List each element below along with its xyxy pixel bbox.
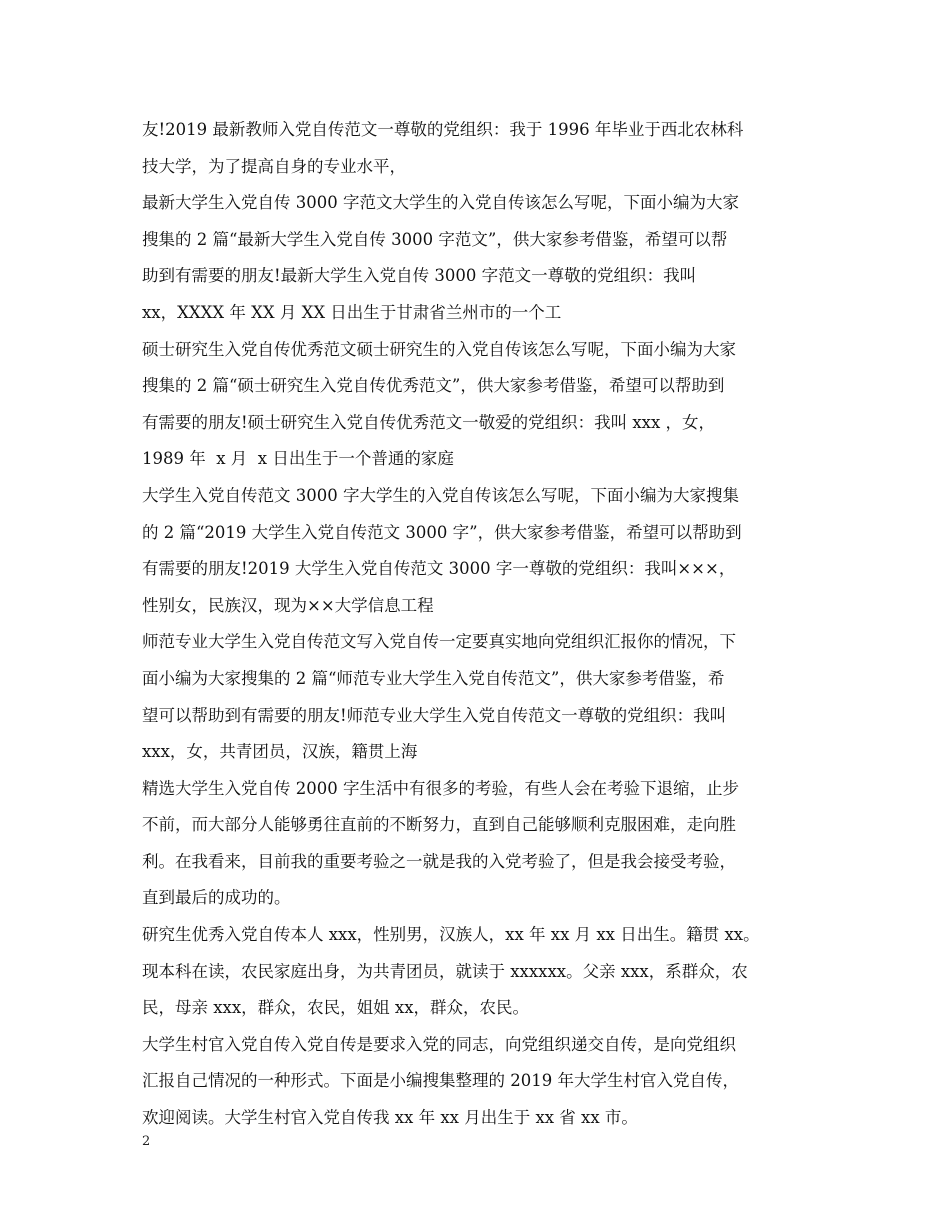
text-line: 大学生入党自传范文 3000 字大学生的入党自传该怎么写呢，下面小编为大家搜集 [142,485,739,505]
text-line: 有需要的朋友!硕士研究生入党自传优秀范文一敬爱的党组织：我叫 xxx ，女， [142,412,716,432]
text-line: xxx，女，共青团员，汉族，籍贯上海 [142,742,418,762]
text-line: 搜集的 2 篇“最新大学生入党自传 3000 字范文”，供大家参考借鉴，希望可以帮 [142,229,728,249]
text-line: 友!2019 最新教师入党自传范文一尊敬的党组织：我于 1996 年毕业于西北农林科 [142,120,744,139]
text-line: 民，母亲 xxx，群众，农民，姐姐 xx，群众，农民。 [142,998,530,1018]
text-line: 技大学，为了提高自身的专业水平， [142,156,406,176]
text-line: 研究生优秀入党自传本人 xxx，性别男，汉族人，xx 年 xx 月 xx 日出生。籍贯 xx。 [142,925,760,945]
text-line: 师范专业大学生入党自传范文写入党自传一定要真实地向党组织汇报你的情况，下 [142,632,736,652]
text-line: 助到有需要的朋友!最新大学生入党自传 3000 字范文一尊敬的党组织：我叫 [142,266,697,286]
text-line: 性别女，民族汉，现为××大学信息工程 [142,595,434,615]
text-line: 1989 年 x 月 x 日出生于一个普通的家庭 [142,449,454,469]
text-line: 利。在我看来，目前我的重要考验之一就是我的入党考验了，但是我会接受考验， [142,851,736,871]
text-line: xx，XXXX 年 XX 月 XX 日出生于甘肃省兰州市的一个工 [142,302,562,322]
text-line: 精选大学生入党自传 2000 字生活中有很多的考验，有些人会在考验下退缩，止步 [142,778,739,798]
text-line: 硕士研究生入党自传优秀范文硕士研究生的入党自传该怎么写呢，下面小编为大家 [142,339,736,359]
text-line: 望可以帮助到有需要的朋友!师范专业大学生入党自传范文一尊敬的党组织：我叫 [142,705,727,725]
text-line: 最新大学生入党自传 3000 字范文大学生的入党自传该怎么写呢，下面小编为大家 [142,193,739,213]
text-line: 有需要的朋友!2019 大学生入党自传范文 3000 字一尊敬的党组织：我叫×××， [142,559,736,579]
text-line: 现本科在读，农民家庭出身，为共青团员，就读于 xxxxxx。父亲 xxx，系群众，农 [142,961,748,981]
text-line: 直到最后的成功的。 [142,888,291,908]
text-line: 不前，而大部分人能够勇往直前的不断努力，直到自己能够顺利克服困难，走向胜 [142,815,736,835]
text-line: 面小编为大家搜集的 2 篇“师范专业大学生入党自传范文”，供大家参考借鉴，希 [142,668,725,688]
text-line: 欢迎阅读。大学生村官入党自传我 xx 年 xx 月出生于 xx 省 xx 市。 [142,1108,638,1128]
text-line: 搜集的 2 篇“硕士研究生入党自传优秀范文”，供大家参考借鉴，希望可以帮助到 [142,376,725,396]
page-number: 2 [142,1134,151,1149]
text-line: 大学生村官入党自传入党自传是要求入党的同志，向党组织递交自传，是向党组织 [142,1034,736,1054]
text-line: 汇报自己情况的一种形式。下面是小编搜集整理的 2019 年大学生村官入党自传， [142,1071,739,1091]
body-text [142,112,827,1137]
text-line: 的 2 篇“2019 大学生入党自传范文 3000 字”，供大家参考借鉴，希望可以帮助到 [142,522,742,542]
